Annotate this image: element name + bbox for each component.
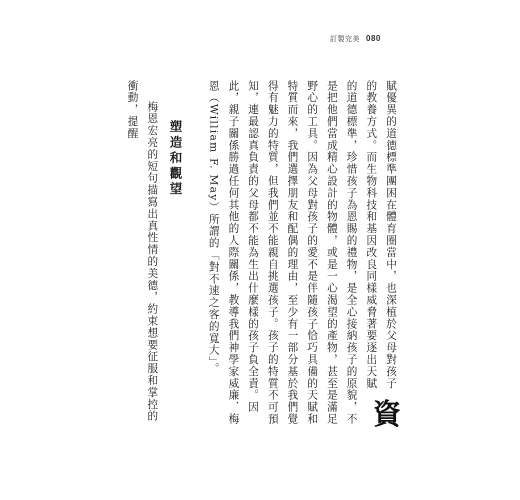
section-heading: 塑造和觀望 [167,120,183,198]
running-header [330,34,381,44]
running-title: 訂製完美 [330,35,360,43]
paragraph-1-text: 賦優異的道德標準團困在體育圈當中，也深植於父母對孩子的教養方式。而生物科技和基因改良同樣威脅著要逐出天賦的道德標準，珍惜孩子為恩賜的禮物，是全心接納孩子的原貌，不是把他們當成精心設計的物體，或是一心渴望的產物，甚至是滿足野心的工具。因為父母對孩子的愛不是伴隨孩子恰巧具備的天賦和特質而來，我們選擇朋友和配偶的理由，至少有一部分基於我們覺得有魅力的特質，但我們並不能親自挑選孩子。孩子的特質不可預知，連最認真負責的父母都不能為生出什麼樣的孩子負全責。因此，親子關係勝過任何其他的人際關係，教導我們神學家威廉．梅恩（William F. May）所謂的「對不速之客的寬大」。 [207,80,397,426]
section-gap [185,80,203,430]
page-number: 080 [366,34,381,43]
paragraph-2: 梅恩宏亮的短句描寫出真性情的美德，約束想要征服和掌控的衝動，提醒 [126,80,159,423]
drop-cap: 資 [369,398,402,428]
paragraph-1 [203,80,400,430]
page-body [126,80,402,430]
